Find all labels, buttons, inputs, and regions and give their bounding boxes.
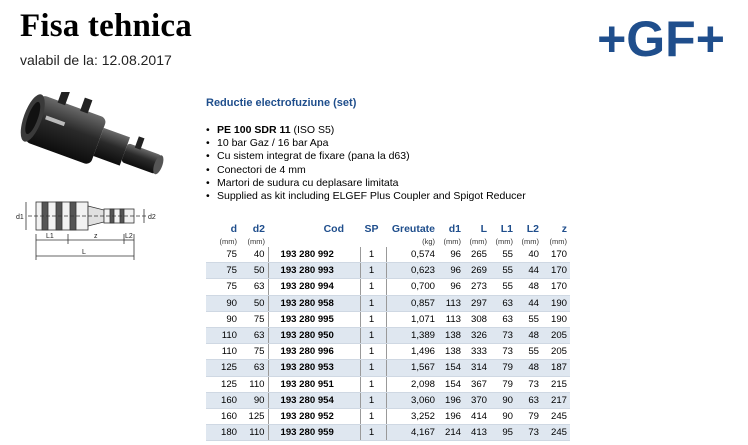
- cell-l: 333: [464, 344, 490, 360]
- cell-d: 160: [206, 408, 240, 424]
- cell-d1: 113: [438, 295, 464, 311]
- cell-l1: 73: [490, 327, 516, 343]
- cell-code: 193 280 953: [268, 360, 360, 376]
- cell-d1: 196: [438, 408, 464, 424]
- cell-l1: 79: [490, 376, 516, 392]
- table-row: [206, 327, 570, 343]
- cell-sp: 1: [360, 344, 386, 360]
- table-row: [206, 425, 570, 441]
- cell-sp: 1: [360, 425, 386, 441]
- cell-z: 170: [542, 279, 570, 295]
- cell-d: 125: [206, 376, 240, 392]
- cell-weight: 1,071: [386, 311, 438, 327]
- col-header: L2: [526, 223, 539, 235]
- drawing-label-l: L: [82, 249, 86, 256]
- col-header: SP: [364, 223, 379, 235]
- cell-code: 193 280 952: [268, 408, 360, 424]
- cell-l1: 95: [490, 425, 516, 441]
- cell-d2: 50: [240, 263, 268, 279]
- unit-label: (mm): [247, 237, 265, 246]
- cell-d1: 138: [438, 344, 464, 360]
- cell-z: 170: [542, 247, 570, 263]
- cell-sp: 1: [360, 263, 386, 279]
- table-row: [206, 344, 570, 360]
- cell-l2: 55: [516, 311, 542, 327]
- cell-l: 308: [464, 311, 490, 327]
- cell-d: 90: [206, 311, 240, 327]
- cell-l2: 55: [516, 344, 542, 360]
- cell-l2: 79: [516, 408, 542, 424]
- table-units-row: [206, 236, 570, 247]
- unit-label: (mm): [219, 237, 237, 246]
- cell-l2: 44: [516, 263, 542, 279]
- product-photo: [10, 92, 185, 192]
- cell-code: 193 280 958: [268, 295, 360, 311]
- cell-z: 187: [542, 360, 570, 376]
- product-name: Reductie electrofuziune (set): [206, 97, 357, 109]
- cell-weight: 3,060: [386, 392, 438, 408]
- unit-label: (mm): [549, 237, 567, 246]
- drawing-label-d2: d2: [148, 214, 156, 221]
- cell-d: 75: [206, 279, 240, 295]
- cell-d2: 90: [240, 392, 268, 408]
- cell-d1: 154: [438, 360, 464, 376]
- cell-l1: 90: [490, 408, 516, 424]
- cell-d2: 63: [240, 360, 268, 376]
- cell-l: 326: [464, 327, 490, 343]
- cell-weight: 1,496: [386, 344, 438, 360]
- col-header: z: [561, 223, 567, 235]
- cell-z: 190: [542, 295, 570, 311]
- cell-d1: 214: [438, 425, 464, 441]
- cell-sp: 1: [360, 376, 386, 392]
- cell-d2: 75: [240, 311, 268, 327]
- unit-label: [360, 236, 386, 247]
- cell-z: 170: [542, 263, 570, 279]
- cell-weight: 4,167: [386, 425, 438, 441]
- drawing-label-l1: L1: [46, 233, 54, 240]
- cell-l2: 73: [516, 376, 542, 392]
- cell-code: 193 280 951: [268, 376, 360, 392]
- table-row: [206, 263, 570, 279]
- cell-l1: 55: [490, 247, 516, 263]
- cell-code: 193 280 996: [268, 344, 360, 360]
- table-header-row: [206, 222, 570, 236]
- cell-l: 314: [464, 360, 490, 376]
- drawing-label-d1: d1: [16, 214, 24, 221]
- cell-code: 193 280 993: [268, 263, 360, 279]
- cell-sp: 1: [360, 360, 386, 376]
- table-row: [206, 279, 570, 295]
- col-header: Greutate: [391, 223, 435, 235]
- cell-l: 273: [464, 279, 490, 295]
- cell-sp: 1: [360, 247, 386, 263]
- cell-z: 215: [542, 376, 570, 392]
- cell-z: 245: [542, 425, 570, 441]
- feature-item: • Cu sistem integrat de fixare (pana la d63): [206, 150, 526, 163]
- unit-label: (mm): [469, 237, 487, 246]
- cell-l2: 48: [516, 279, 542, 295]
- cell-d1: 154: [438, 376, 464, 392]
- cell-d1: 113: [438, 311, 464, 327]
- cell-z: 217: [542, 392, 570, 408]
- feature-item: • 10 bar Gaz / 16 bar Apa: [206, 137, 526, 150]
- cell-l1: 63: [490, 311, 516, 327]
- cell-l: 413: [464, 425, 490, 441]
- cell-d1: 138: [438, 327, 464, 343]
- cell-l2: 40: [516, 247, 542, 263]
- cell-code: 193 280 992: [268, 247, 360, 263]
- cell-l1: 63: [490, 295, 516, 311]
- unit-label: (mm): [443, 237, 461, 246]
- cell-weight: 2,098: [386, 376, 438, 392]
- cell-d1: 96: [438, 279, 464, 295]
- table-row: [206, 392, 570, 408]
- cell-weight: 3,252: [386, 408, 438, 424]
- cell-l: 367: [464, 376, 490, 392]
- cell-d2: 63: [240, 279, 268, 295]
- cell-sp: 1: [360, 311, 386, 327]
- cell-l: 265: [464, 247, 490, 263]
- cell-l2: 73: [516, 425, 542, 441]
- cell-weight: 0,857: [386, 295, 438, 311]
- feature-item: • Conectori de 4 mm: [206, 164, 526, 177]
- table-row: [206, 360, 570, 376]
- cell-z: 205: [542, 344, 570, 360]
- unit-label: (kg): [422, 237, 435, 246]
- cell-sp: 1: [360, 408, 386, 424]
- technical-drawing: [12, 196, 172, 268]
- cell-l2: 63: [516, 392, 542, 408]
- cell-l2: 48: [516, 360, 542, 376]
- cell-d: 75: [206, 263, 240, 279]
- page-title: Fisa tehnica: [20, 8, 192, 44]
- drawing-label-l2: L2: [125, 233, 133, 240]
- cell-d: 90: [206, 295, 240, 311]
- cell-l1: 90: [490, 392, 516, 408]
- table-row: [206, 376, 570, 392]
- cell-code: 193 280 995: [268, 311, 360, 327]
- cell-d2: 110: [240, 425, 268, 441]
- unit-label: (mm): [521, 237, 539, 246]
- cell-d2: 75: [240, 344, 268, 360]
- valid-from-date: valabil de la: 12.08.2017: [20, 52, 172, 68]
- cell-d2: 50: [240, 295, 268, 311]
- cell-d: 110: [206, 344, 240, 360]
- cell-l: 269: [464, 263, 490, 279]
- col-header: L1: [500, 223, 513, 235]
- cell-weight: 0,700: [386, 279, 438, 295]
- gf-logo: [586, 6, 736, 66]
- cell-d2: 125: [240, 408, 268, 424]
- cell-d2: 40: [240, 247, 268, 263]
- cell-l2: 44: [516, 295, 542, 311]
- col-header: d2: [252, 223, 265, 235]
- drawing-label-z: z: [94, 233, 98, 240]
- feature-list: [206, 124, 526, 203]
- cell-l1: 73: [490, 344, 516, 360]
- cell-d2: 110: [240, 376, 268, 392]
- cell-d1: 96: [438, 263, 464, 279]
- cell-weight: 0,623: [386, 263, 438, 279]
- cell-l2: 48: [516, 327, 542, 343]
- cell-d: 180: [206, 425, 240, 441]
- table-row: [206, 311, 570, 327]
- unit-label: [268, 236, 360, 247]
- cell-weight: 1,567: [386, 360, 438, 376]
- cell-z: 205: [542, 327, 570, 343]
- feature-item: • Supplied as kit including ELGEF Plus Coupler and Spigot Reducer: [206, 190, 526, 203]
- cell-sp: 1: [360, 279, 386, 295]
- cell-l1: 55: [490, 263, 516, 279]
- unit-label: (mm): [495, 237, 513, 246]
- cell-code: 193 280 950: [268, 327, 360, 343]
- cell-l: 414: [464, 408, 490, 424]
- cell-d: 75: [206, 247, 240, 263]
- cell-d1: 96: [438, 247, 464, 263]
- cell-l: 370: [464, 392, 490, 408]
- col-header: Cod: [323, 223, 344, 235]
- feature-item: • Martori de sudura cu deplasare limitata: [206, 177, 526, 190]
- cell-d: 160: [206, 392, 240, 408]
- cell-sp: 1: [360, 392, 386, 408]
- cell-weight: 0,574: [386, 247, 438, 263]
- table-row: [206, 247, 570, 263]
- col-header: d1: [448, 223, 461, 235]
- feature-item: • PE 100 SDR 11 (ISO S5): [206, 124, 526, 137]
- cell-sp: 1: [360, 295, 386, 311]
- cell-z: 245: [542, 408, 570, 424]
- cell-weight: 1,389: [386, 327, 438, 343]
- table-row: [206, 408, 570, 424]
- spec-table: [206, 222, 570, 441]
- cell-z: 190: [542, 311, 570, 327]
- cell-d2: 63: [240, 327, 268, 343]
- col-header: L: [480, 223, 487, 235]
- cell-l1: 55: [490, 279, 516, 295]
- table-row: [206, 295, 570, 311]
- cell-l: 297: [464, 295, 490, 311]
- cell-l1: 79: [490, 360, 516, 376]
- cell-d: 110: [206, 327, 240, 343]
- cell-code: 193 280 954: [268, 392, 360, 408]
- cell-code: 193 280 994: [268, 279, 360, 295]
- col-header: d: [230, 223, 237, 235]
- cell-d: 125: [206, 360, 240, 376]
- cell-sp: 1: [360, 327, 386, 343]
- cell-code: 193 280 959: [268, 425, 360, 441]
- cell-d1: 196: [438, 392, 464, 408]
- gf-logo-text: +GF+: [597, 11, 725, 66]
